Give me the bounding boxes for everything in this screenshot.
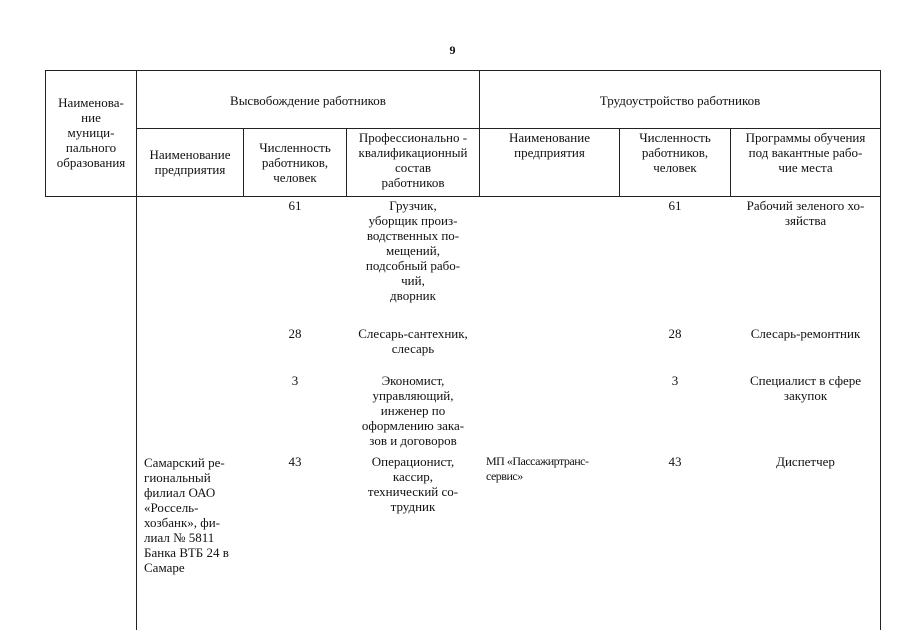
header-bottom-line: [45, 196, 881, 197]
row1-release-count: 61: [288, 198, 302, 213]
row4-employment-company: МП «Пассажиртранс- сервис»: [486, 454, 589, 483]
row1-program: Рабочий зеленого хо- зяйства: [746, 198, 865, 228]
row2-release-count: 28: [288, 326, 302, 341]
row4-release-company: Самарский ре- гиональный филиал ОАО «Россель- хозбанк», фи- лиал № 5811 Банка ВТБ 24 в Самаре: [144, 455, 229, 575]
row4-employment-count: 43: [668, 454, 682, 469]
table-border-top: [45, 70, 881, 71]
header-release-group: Высвобождение работников: [230, 93, 386, 108]
header-employment-programs: Программы обучения под вакантные рабо- чие места: [745, 130, 866, 175]
row2-profession: Слесарь-сантехник, слесарь: [358, 326, 468, 356]
row3-program: Специалист в сфере закупок: [749, 373, 862, 403]
row1-profession: Грузчик, уборщик произ- водственных по- мещений, подсобный рабо- чий, дворник: [365, 198, 461, 303]
employment-table: [45, 70, 881, 630]
table-border-left: [45, 70, 46, 197]
row3-profession: Экономист, управляющий, инженер по оформлению зака- зов и договоров: [361, 373, 465, 448]
row4-program: Диспетчер: [776, 454, 835, 469]
header-release-profession: Профессионально - квалификационный состав работников: [358, 130, 468, 190]
row1-employment-count: 61: [668, 198, 682, 213]
row2-program: Слесарь-ремонтник: [750, 326, 861, 341]
header-municipality: Наименова- ние муници- пального образования: [56, 95, 126, 170]
row4-profession: Операционист, кассир, технический со- трудник: [367, 454, 459, 514]
row3-employment-count: 3: [671, 373, 679, 388]
row2-employment-count: 28: [668, 326, 682, 341]
header-employment-company: Наименование предприятия: [509, 130, 590, 160]
header-release-company: Наименование предприятия: [149, 147, 231, 177]
subheader-line: [136, 128, 881, 129]
page-number: 9: [449, 43, 456, 57]
header-employment-group: Трудоустройство работников: [599, 93, 761, 108]
row4-release-count: 43: [288, 454, 302, 469]
header-employment-count: Численность работников, человек: [639, 130, 711, 175]
row3-release-count: 3: [291, 373, 299, 388]
table-border-right: [880, 70, 881, 630]
header-release-count: Численность работников, человек: [259, 140, 331, 185]
